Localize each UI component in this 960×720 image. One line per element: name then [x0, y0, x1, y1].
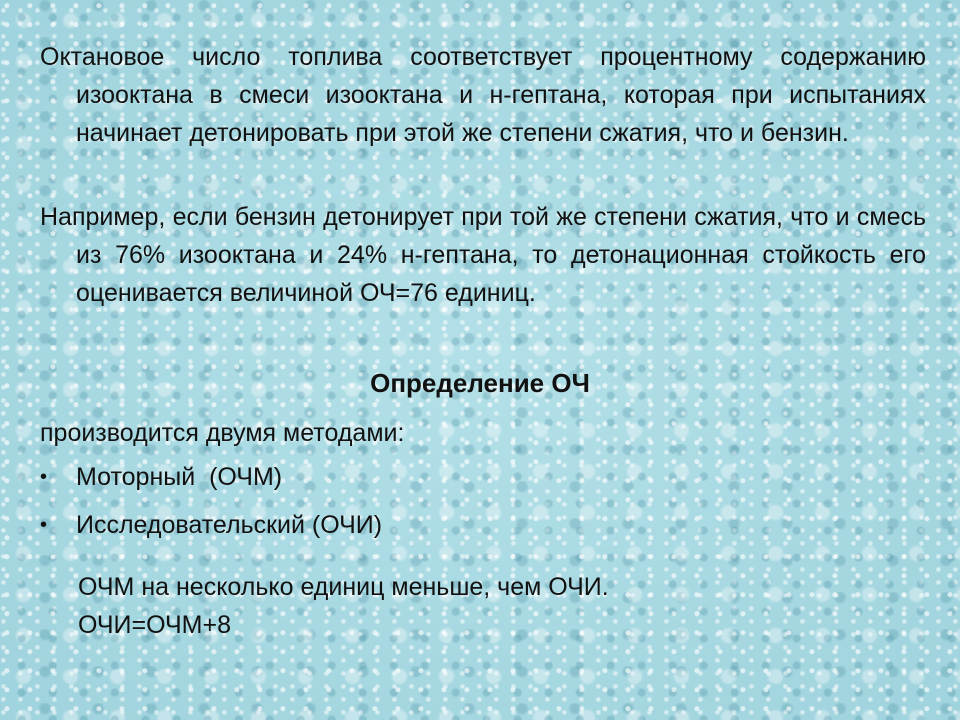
- method-motor: Моторный (ОЧМ): [76, 463, 283, 491]
- note-line-formula: ОЧИ=ОЧМ+8: [78, 611, 232, 639]
- section-heading: Определение ОЧ: [370, 368, 590, 398]
- method-research: Исследовательский (ОЧИ): [76, 511, 383, 539]
- bullet-icon: •: [40, 466, 48, 488]
- paragraph-octane-definition: Октановое число топлива соответствует процентному содержанию изооктана в смеси изооктана и н-гептана, которая при испытаниях начинает детонировать при этой же степени сжатия, что и бензин.: [40, 43, 926, 147]
- note-block: [78, 568, 609, 644]
- list-item: [40, 506, 382, 544]
- note-line-comparison: ОЧМ на несколько единиц меньше, чем ОЧИ.: [78, 573, 609, 601]
- methods-intro: производится двумя методами:: [40, 419, 405, 447]
- paragraph-example: Например, если бензин детонирует при той же степени сжатия, что и смесь из 76% изооктана и 24% н-гептана, то детонационная стойкость его оценивается величиной ОЧ=76 единиц.: [40, 203, 926, 307]
- list-item: [40, 458, 382, 496]
- bullet-icon: •: [40, 514, 48, 536]
- methods-list: [40, 458, 382, 554]
